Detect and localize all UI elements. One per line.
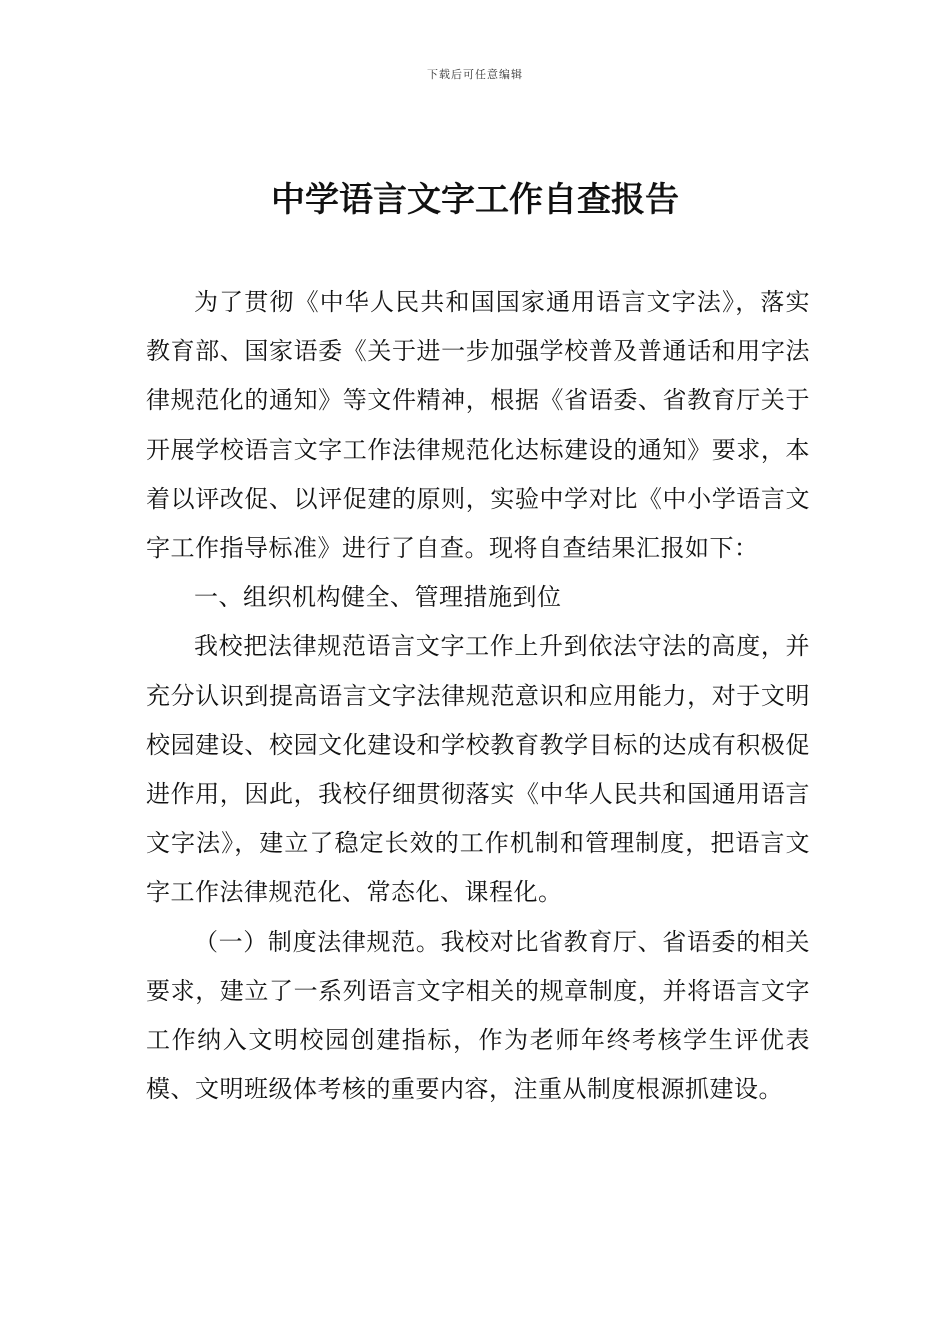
section-heading-1: 一、组织机构健全、管理措施到位: [194, 583, 562, 612]
document-body: [146, 278, 810, 1114]
paragraph-intro: 为了贯彻《中华人民共和国国家通用语言文字法》，落实教育部、国家语委《关于进一步加强学校普及普通话和用字法律规范化的通知》等文件精神，根据《省语委、省教育厅关于开展学校语言文字工作法律规范化达标建设的通知》要求，本着以评改促、以评促建的原则，实验中学对比《中小学语言文字工作指导标准》进行了自查。现将自查结果汇报如下：: [146, 288, 810, 563]
paragraph-subsection-1: （一）制度法律规范。我校对比省教育厅、省语委的相关要求，建立了一系列语言文字相关的规章制度，并将语言文字工作纳入文明校园创建指标，作为老师年终考核学生评优表模、文明班级体考核的重要内容，注重从制度根源抓建设。: [146, 927, 810, 1104]
paragraph-section-1: 我校把法律规范语言文字工作上升到依法守法的高度，并充分认识到提高语言文字法律规范意识和应用能力，对于文明校园建设、校园文化建设和学校教育教学目标的达成有积极促进作用，因此，我校仔细贯彻落实《中华人民共和国通用语言文字法》，建立了稳定长效的工作机制和管理制度，把语言文字工作法律规范化、常态化、课程化。: [146, 632, 810, 907]
header-note: 下载后可任意编辑: [427, 68, 523, 81]
document-title: 中学语言文字工作自查报告: [271, 180, 679, 220]
